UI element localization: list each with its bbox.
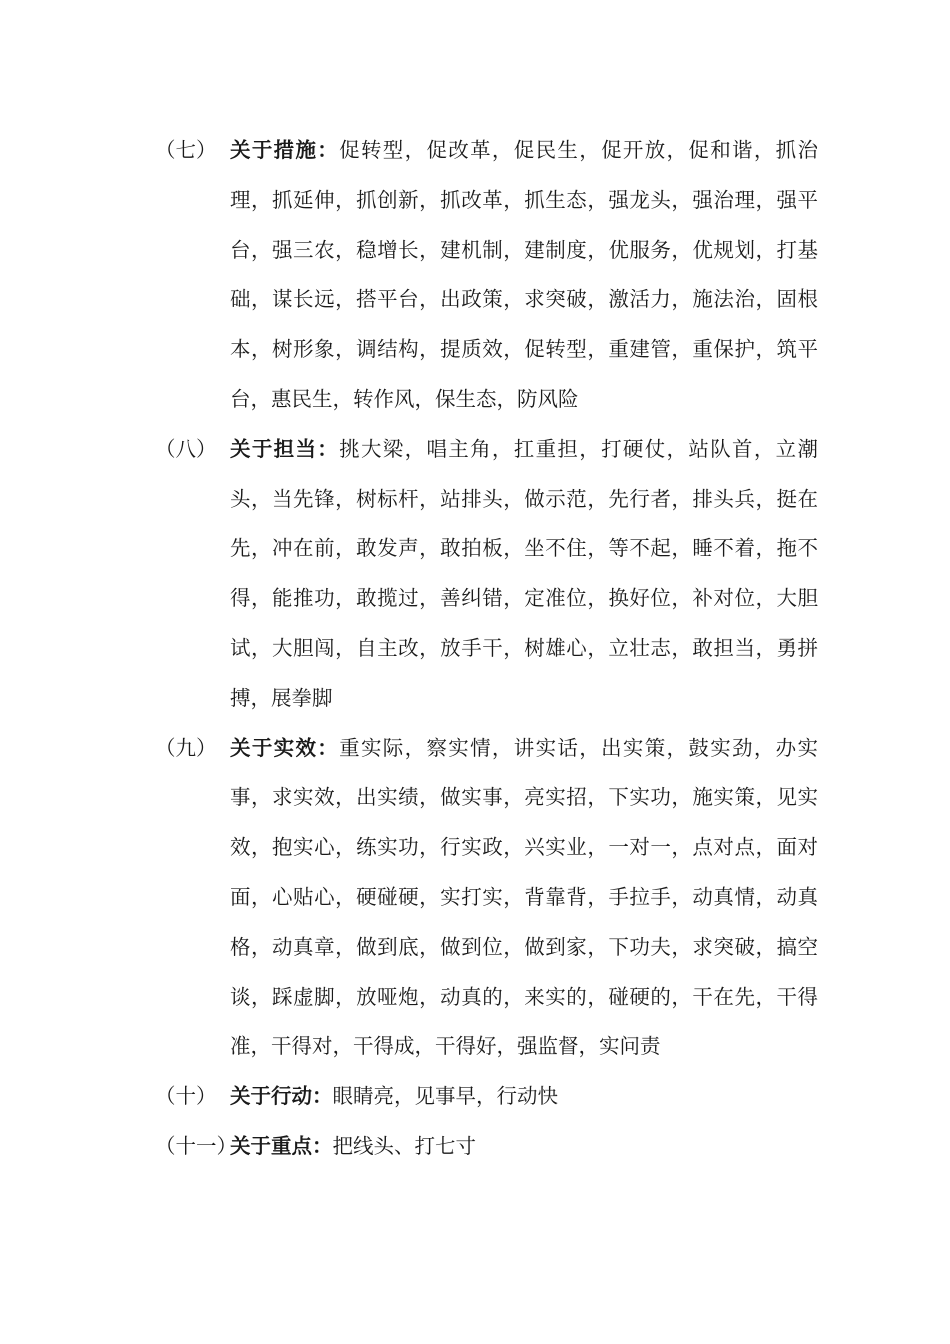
section-number: （九） bbox=[155, 735, 217, 760]
section-measures bbox=[155, 126, 825, 425]
section-text: 挑大梁，唱主角，扛重担，打硬仗，站队首，立潮头，当先锋，树标杆，站排头，做示范，先行者，排头兵，挺在先，冲在前，敢发声，敢拍板，坐不住，等不起，睡不着，拖不得，能推功，敢揽过，善纠错，定准位，换好位，补对位，大胆试，大胆闯，自主改，放手干，树雄心，立壮志，敢担当，勇拼搏，展拳脚 bbox=[230, 436, 819, 710]
section-body bbox=[230, 1122, 818, 1172]
section-effectiveness bbox=[155, 724, 825, 1073]
section-title: 关于重点： bbox=[230, 1133, 333, 1158]
document-content bbox=[155, 126, 825, 1172]
section-number: （七） bbox=[155, 138, 217, 162]
section-number: （八） bbox=[155, 436, 217, 461]
section-body bbox=[230, 126, 818, 425]
section-body bbox=[230, 425, 818, 724]
section-number: （十） bbox=[155, 1084, 217, 1109]
section-text: 把线头、打七寸 bbox=[332, 1133, 476, 1158]
section-body bbox=[230, 724, 818, 1073]
section-action bbox=[155, 1072, 825, 1122]
section-number: （十一） bbox=[155, 1133, 237, 1158]
section-title: 关于措施： bbox=[230, 138, 340, 162]
section-focus bbox=[155, 1122, 825, 1172]
section-title: 关于行动： bbox=[230, 1084, 333, 1109]
section-title: 关于实效： bbox=[230, 735, 340, 760]
section-responsibility bbox=[155, 425, 825, 724]
section-text: 重实际，察实情，讲实话，出实策，鼓实劲，办实事，求实效，出实绩，做实事，亮实招，下实功，施实策，见实效，抱实心，练实功，行实政，兴实业，一对一，点对点，面对面，心贴心，硬碰硬，实打实，背靠背，手拉手，动真情，动真格，动真章，做到底，做到位，做到家，下功夫，求突破，搞空谈，踩虚脚，放哑炮，动真的，来实的，碰硬的，干在先，干得准，干得对，干得成，干得好，强监督，实问责 bbox=[230, 735, 819, 1059]
section-title: 关于担当： bbox=[230, 436, 340, 461]
section-body bbox=[230, 1072, 818, 1122]
section-text: 眼睛亮，见事早，行动快 bbox=[332, 1084, 558, 1109]
section-text: 促转型，促改革，促民生，促开放，促和谐，抓治理，抓延伸，抓创新，抓改革，抓生态，强龙头，强治理，强平台，强三农，稳增长，建机制，建制度，优服务，优规划，打基础，谋长远，搭平台，出政策，求突破，激活力，施法治，固根本，树形象，调结构，提质效，促转型，重建管，重保护，筑平台，惠民生，转作风，保生态，防风险 bbox=[230, 138, 819, 411]
